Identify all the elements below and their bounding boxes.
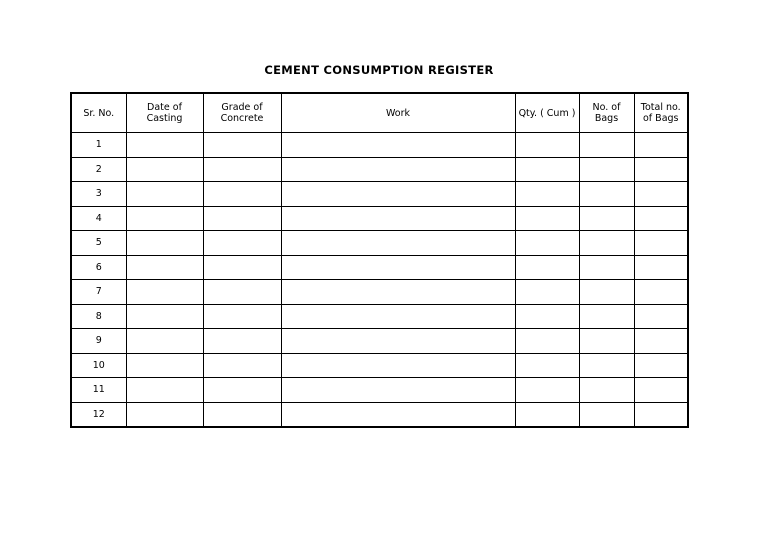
sr-no-cell: 6 — [71, 255, 126, 280]
work-cell — [281, 255, 515, 280]
cement-register-table — [70, 92, 689, 428]
qty-cum-cell — [515, 280, 579, 305]
qty-cum-cell — [515, 353, 579, 378]
no-of-bags-cell — [579, 378, 634, 403]
table-row — [71, 280, 688, 305]
no-of-bags-cell — [579, 353, 634, 378]
qty-cum-cell — [515, 304, 579, 329]
table-row — [71, 157, 688, 182]
table-row — [71, 133, 688, 158]
table-row — [71, 255, 688, 280]
sr-no-cell: 9 — [71, 329, 126, 354]
column-header-date-of-casting — [126, 93, 203, 133]
table-body — [71, 133, 688, 428]
no-of-bags-cell — [579, 182, 634, 207]
total-no-of-bags-cell — [634, 304, 688, 329]
page-title: CEMENT CONSUMPTION REGISTER — [264, 63, 494, 77]
column-header-no-of-bags — [579, 93, 634, 133]
column-header-total-no-of-bags — [634, 93, 688, 133]
total-no-of-bags-cell — [634, 157, 688, 182]
qty-cum-cell — [515, 255, 579, 280]
total-no-of-bags-cell — [634, 378, 688, 403]
sr-no-cell: 4 — [71, 206, 126, 231]
header-label: Work — [385, 107, 411, 119]
date-of-casting-cell — [126, 280, 203, 305]
qty-cum-cell — [515, 402, 579, 427]
grade-of-concrete-cell — [203, 329, 281, 354]
sr-no-cell: 10 — [71, 353, 126, 378]
total-no-of-bags-cell — [634, 402, 688, 427]
total-no-of-bags-cell — [634, 353, 688, 378]
table-row — [71, 231, 688, 256]
work-cell — [281, 231, 515, 256]
total-no-of-bags-cell — [634, 329, 688, 354]
grade-of-concrete-cell — [203, 378, 281, 403]
column-header-work — [281, 93, 515, 133]
grade-of-concrete-cell — [203, 353, 281, 378]
qty-cum-cell — [515, 231, 579, 256]
total-no-of-bags-cell — [634, 280, 688, 305]
no-of-bags-cell — [579, 402, 634, 427]
sr-no-cell: 7 — [71, 280, 126, 305]
column-header-sr-no — [71, 93, 126, 133]
work-cell — [281, 280, 515, 305]
work-cell — [281, 353, 515, 378]
no-of-bags-cell — [579, 231, 634, 256]
header-label-line2: of Bags — [643, 113, 679, 124]
qty-cum-cell — [515, 206, 579, 231]
sr-no-cell: 11 — [71, 378, 126, 403]
total-no-of-bags-cell — [634, 206, 688, 231]
work-cell — [281, 206, 515, 231]
date-of-casting-cell — [126, 353, 203, 378]
grade-of-concrete-cell — [203, 280, 281, 305]
work-cell — [281, 133, 515, 158]
grade-of-concrete-cell — [203, 402, 281, 427]
column-header-qty-cum — [515, 93, 579, 133]
sr-no-cell: 1 — [71, 133, 126, 158]
header-label-line1: Grade of — [221, 102, 263, 113]
table-row — [71, 182, 688, 207]
qty-cum-cell — [515, 133, 579, 158]
sr-no-cell: 2 — [71, 157, 126, 182]
qty-cum-cell — [515, 378, 579, 403]
sr-no-cell: 3 — [71, 182, 126, 207]
header-label: Sr. No. — [83, 107, 115, 119]
date-of-casting-cell — [126, 206, 203, 231]
date-of-casting-cell — [126, 231, 203, 256]
table-row — [71, 402, 688, 427]
table-row — [71, 329, 688, 354]
sr-no-cell: 12 — [71, 402, 126, 427]
date-of-casting-cell — [126, 402, 203, 427]
date-of-casting-cell — [126, 157, 203, 182]
header-label-line1: Date of — [147, 102, 182, 113]
work-cell — [281, 378, 515, 403]
table-row — [71, 353, 688, 378]
header-label-line1: No. of — [592, 102, 621, 113]
qty-cum-cell — [515, 329, 579, 354]
column-header-grade-of-concrete — [203, 93, 281, 133]
date-of-casting-cell — [126, 304, 203, 329]
total-no-of-bags-cell — [634, 231, 688, 256]
qty-cum-cell — [515, 157, 579, 182]
header-label: Qty. ( Cum ) — [518, 107, 576, 119]
date-of-casting-cell — [126, 182, 203, 207]
date-of-casting-cell — [126, 255, 203, 280]
no-of-bags-cell — [579, 133, 634, 158]
header-label-line2: Bags — [594, 113, 619, 124]
header-label-line1: Total no. — [640, 102, 681, 113]
sr-no-cell: 5 — [71, 231, 126, 256]
header-label-line2: Concrete — [220, 113, 264, 124]
grade-of-concrete-cell — [203, 133, 281, 158]
no-of-bags-cell — [579, 255, 634, 280]
grade-of-concrete-cell — [203, 157, 281, 182]
table-row — [71, 378, 688, 403]
work-cell — [281, 182, 515, 207]
no-of-bags-cell — [579, 206, 634, 231]
grade-of-concrete-cell — [203, 182, 281, 207]
total-no-of-bags-cell — [634, 133, 688, 158]
no-of-bags-cell — [579, 304, 634, 329]
work-cell — [281, 157, 515, 182]
sr-no-cell: 8 — [71, 304, 126, 329]
work-cell — [281, 304, 515, 329]
grade-of-concrete-cell — [203, 206, 281, 231]
table-row — [71, 304, 688, 329]
table-header-row — [71, 93, 688, 133]
total-no-of-bags-cell — [634, 182, 688, 207]
grade-of-concrete-cell — [203, 255, 281, 280]
header-label-line2: Casting — [146, 113, 183, 124]
no-of-bags-cell — [579, 157, 634, 182]
work-cell — [281, 329, 515, 354]
total-no-of-bags-cell — [634, 255, 688, 280]
work-cell — [281, 402, 515, 427]
date-of-casting-cell — [126, 329, 203, 354]
no-of-bags-cell — [579, 329, 634, 354]
grade-of-concrete-cell — [203, 304, 281, 329]
date-of-casting-cell — [126, 378, 203, 403]
no-of-bags-cell — [579, 280, 634, 305]
table-row — [71, 206, 688, 231]
date-of-casting-cell — [126, 133, 203, 158]
grade-of-concrete-cell — [203, 231, 281, 256]
qty-cum-cell — [515, 182, 579, 207]
